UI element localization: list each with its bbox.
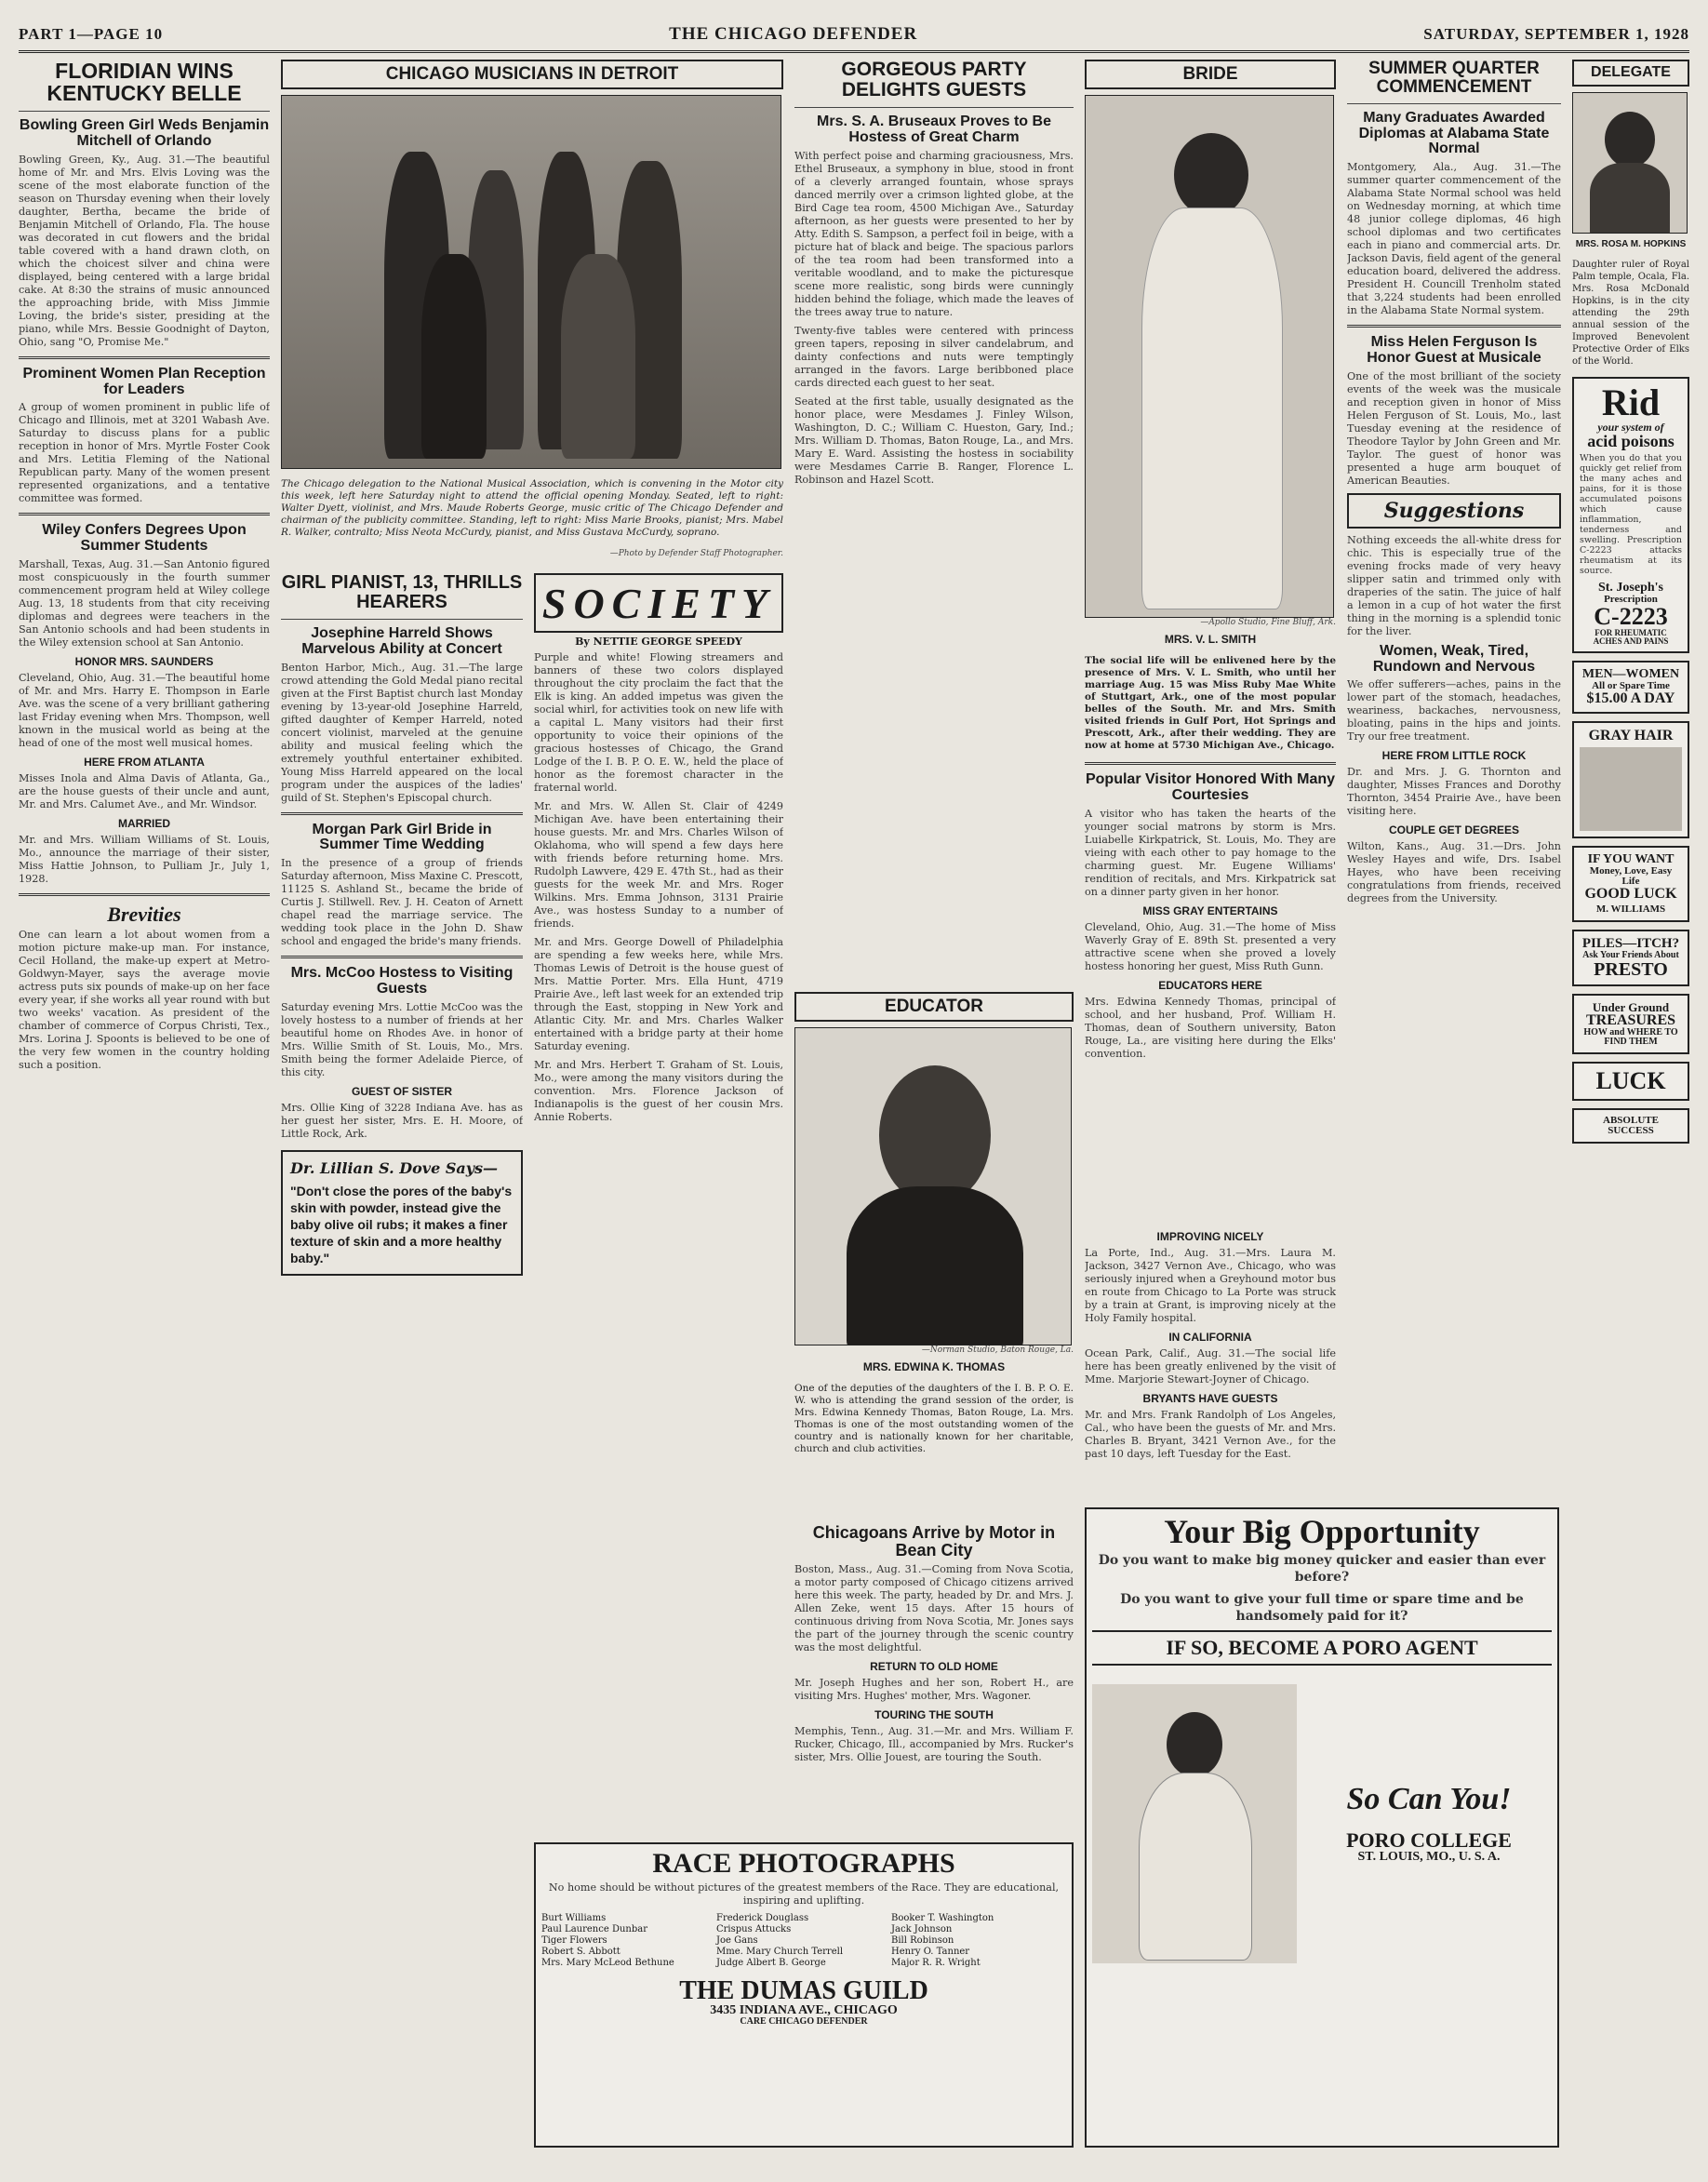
headline-musicians: CHICAGO MUSICIANS IN DETROIT — [281, 60, 783, 89]
subhead-guest-of-sister: GUEST OF SISTER — [351, 1084, 452, 1098]
ad-mw-sub: All or Spare Time — [1592, 679, 1670, 691]
race-names-list — [541, 1913, 1066, 1969]
headline-wiley: Wiley Confers Degrees Upon Summer Students — [42, 522, 247, 555]
article-gorgeous-p3: Seated at the first table, usually designated as the honor place, were Mesdames J. Finley Wilson, Washington, D. C.; William C. Hueston, Gary, Ind.; Mrs. William D. Thomas, Baton Rouge, La., and Mrs. Mary E. Ward. Assisting the hostess in sociability were Mesdames Carrie B. Ranger, Florence L. Robinson and Hazel Scott. — [794, 395, 1074, 486]
article-educators-here: Mrs. Edwina Kennedy Thomas, principal of school, and her husband, Prof. William H. Thomas, dean of Southern university, Baton Rouge, La., are visiting here during the Elks' convention. — [1085, 995, 1336, 1060]
race-name-item: Paul Laurence Dunbar — [541, 1924, 647, 1934]
educator-section — [794, 992, 1074, 1522]
society-p4: Mr. and Mrs. Herbert T. Graham of St. Louis, Mo., were among the many visitors during the convention. Mrs. Florence Jackson of Indianapolis is the guest of her cousin Mrs. Annie Roberts. — [534, 1059, 783, 1123]
ad-rid-text: When you do that you quickly get relief from the many aches and pains, for it is those accumulated poisons which cause inflammation, tenderness and swelling. Prescription C-2223 attacks rheumatism at its source. — [1580, 452, 1682, 576]
headline-ferguson: Miss Helen Ferguson Is Honor Guest at Musicale — [1367, 334, 1541, 367]
article-morgan-park: In the presence of a group of friends Saturday afternoon, Miss Maxine C. Prescott, 11125 S. Ashland St., became the bride of Curtis J. Stillwell. Rev. J. H. Ceaton of Arnett chapel read the marriage service. The wedding took place in the John D. Shaw school and engaged the bride's many friends. — [281, 857, 523, 948]
subhead-california: IN CALIFORNIA — [1168, 1331, 1252, 1344]
race-name-item: Crispus Attucks — [716, 1924, 792, 1934]
subhead-couple-degrees: COUPLE GET DEGREES — [1388, 823, 1520, 837]
ad-sj-prescription: Prescription — [1604, 593, 1658, 605]
ad-piles — [1572, 930, 1689, 986]
headline-prominent-women: Prominent Women Plan Reception for Leaders — [22, 365, 266, 397]
article-prominent-women: A group of women prominent in public life of Chicago and Illinois, met at 3201 Wabash Ave. Saturday to discuss plans for a public reception in honor of Mrs. Myrtle Foster Cook and Mrs. Letitia Fleming of the National Republican party. Many of the women present represented organizations, and a tentative committee was formed. — [19, 401, 270, 505]
ad-under-3: HOW and WHERE TO FIND THEM — [1583, 1026, 1678, 1047]
issue-date: SATURDAY, SEPTEMBER 1, 1928 — [1423, 25, 1689, 43]
column-6 — [1347, 60, 1561, 1381]
race-name-item: Bill Robinson — [891, 1935, 954, 1946]
society-byline: By NETTIE GEORGE SPEEDY — [575, 636, 742, 648]
article-ferguson: One of the most brilliant of the society events of the week was the musicale and reception given in honor of Miss Helen Ferguson of St. Louis, Mo., last Tuesday evening at the residence of Theodore Taylor by John Green and Mr. Taylor. The guest of honor was presented a huge arm bouquet of American Beauties. — [1347, 369, 1561, 487]
poro-so-can-you: So Can You! — [1346, 1782, 1512, 1816]
ad-piles-brand: PRESTO — [1594, 958, 1668, 980]
subhead-touring: TOURING THE SOUTH — [874, 1707, 994, 1721]
article-suggestions: Nothing exceeds the all-white dress for chic. This is especially true of the evening frocks made of very heavy slipper satin and trimmed only with draperies of the satin. The juice of half a lemon in a cup of hot water the first thing in the morning is a splendid tonic for the liver. — [1347, 533, 1561, 637]
subhead-atlanta: HERE FROM ATLANTA — [84, 756, 205, 770]
ad-under-2: TREASURES — [1585, 1011, 1676, 1028]
subhead-miss-gray: MISS GRAY ENTERTAINS — [1142, 904, 1278, 917]
headline-mccoo: Mrs. McCoo Hostess to Visiting Guests — [290, 965, 514, 997]
ad-piles-title: PILES—ITCH? — [1581, 935, 1680, 951]
society-p3: Mr. and Mrs. George Dowell of Philadelphia are spending a few weeks here, while Mrs. Thomas Lewis of Detroit is the house guest of Mrs. Mattie Porter. Mrs. Ella Hunt, 4719 Prairie Ave., left last week for an extended trip through the East, stopping in New York and Atlantic City. Mr. and Mrs. Charles Walker entertained with a bridge party at their home Saturday evening. — [534, 936, 783, 1052]
ad-men-women — [1572, 661, 1689, 714]
bride-photo — [1085, 95, 1334, 618]
headline-bride: BRIDE — [1085, 60, 1336, 89]
ad-sj-name: St. Joseph's — [1597, 580, 1664, 595]
subhead-saunders: HONOR MRS. SAUNDERS — [74, 655, 214, 669]
race-name-item: Jack Johnson — [891, 1924, 953, 1934]
newspaper-name: THE CHICAGO DEFENDER — [669, 24, 918, 44]
ad-gray-illustration — [1580, 747, 1682, 831]
article-popular-visitor: A visitor who has taken the hearts of the younger social matrons by storm is Mrs. Luiabelle Kirkpatrick, St. Louis, Mo. They are vieing with each other to pay homage to the charming guest. Mr. Eugene Williams' rendition of recitals, and Mrs. Kirkpatrick sat on a dinner party given in her honor. — [1085, 807, 1336, 898]
poro-title: Your Big Opportunity — [1164, 1513, 1480, 1550]
race-name-item: Joe Gans — [716, 1935, 758, 1946]
article-chicagoans: Boston, Mass., Aug. 31.—Coming from Nova Scotia, a motor party composed of Chicago citizens arrived here this week. The party, headed by Dr. and Mrs. J. Allen Zeke, went 15 days. After 15 hours of continuous driving from Nova Scotia, Mr. Jones says the part of the journey through the scenic country was the most delightful. — [794, 1562, 1074, 1653]
poro-q2: Do you want to give your full time or spare time and be handsomely paid for it? — [1120, 1592, 1524, 1624]
subhead-bryants: BRYANTS HAVE GUESTS — [1142, 1392, 1278, 1405]
race-address: 3435 INDIANA AVE., CHICAGO — [710, 2003, 898, 2017]
race-ad-box — [534, 1842, 1074, 2148]
caption-bride: The social life will be enlivened here by the presence of Mrs. V. L. Smith, who until her marriage Aug. 15 was Miss Ruby Mae White of Stuttgart, Ark., one of the most popular belles of the South. Mr. and Mrs. Smith visited friends in Gulf Port, Hot Springs and Prescott, Ark., after their wedding. They are now at home at 5730 Michigan Ave., Chicago. — [1085, 655, 1336, 752]
subhead-bowling-green: Bowling Green Girl Weds Benjamin Mitchell of Orlando — [19, 117, 270, 150]
credit-educator: —Norman Studio, Baton Rouge, La. — [921, 1345, 1074, 1355]
race-name-item: Burt Williams — [541, 1913, 607, 1923]
headline-floridian: FLORIDIAN WINS KENTUCKY BELLE — [47, 60, 242, 106]
headline-girl-pianist: GIRL PIANIST, 13, THRILLS HEARERS — [281, 573, 523, 612]
ad-iyw-name: M. WILLIAMS — [1595, 903, 1666, 915]
ad-good-luck — [1572, 846, 1689, 922]
race-name-item: Mme. Mary Church Terrell — [716, 1947, 844, 1957]
subhead-girl-pianist: Josephine Harreld Shows Marvelous Ability at Concert — [301, 625, 502, 657]
article-little-rock: Dr. and Mrs. J. G. Thornton and daughter, Misses Frances and Dorothy Thornton, 3454 Prairie Ave., have been visiting here. — [1347, 766, 1561, 818]
dove-box — [281, 1150, 523, 1276]
dove-title: Dr. Lillian S. Dove Says— — [290, 1158, 499, 1177]
race-name-item: Mrs. Mary McLeod Bethune — [541, 1958, 674, 1968]
ad-treasures — [1572, 994, 1689, 1054]
article-california: Ocean Park, Calif., Aug. 31.—The social life here has been greatly enlivened by the visit of Mme. Marjorie Stewart-Joyner of Chicago. — [1085, 1347, 1336, 1386]
educator-photo — [794, 1027, 1072, 1345]
name-educator: MRS. EDWINA K. THOMAS — [862, 1359, 1006, 1373]
race-name-item: Tiger Flowers — [541, 1935, 607, 1946]
article-bowling-green: Bowling Green, Ky., Aug. 31.—The beautiful home of Mr. and Mrs. Elvis Loving was the scene of the most elaborate function of the season on Thursday evening when their lovely daughter, Bertha, became the bride of Benjamin Mitchell of Orlando, Fla. The house was decorated in cut flowers and the bridal table covered with a hand drawn cloth, on which the choicest silver and china were displayed, being centered with a large bridal cake. At 8:30 the strains of music announced the approaching bride, with Miss Jimmie Loving, the bride's sister, presiding at the piano, while Mrs. Bessie Goodnight of Dayton, Ohio, sang "O, Promise Me." — [19, 153, 270, 348]
race-name-item: Booker T. Washington — [891, 1913, 994, 1923]
ad-women-headline: Women, Weak, Tired, Rundown and Nervous — [1372, 642, 1536, 675]
article-married: Mr. and Mrs. William Williams of St. Louis, Mo., announce the marriage of their sister, Miss Hattie Johnson, to Pulliam Jr., July 1, 1928. — [19, 834, 270, 886]
society-p2: Mr. and Mrs. W. Allen St. Clair of 4249 Michigan Ave. have been entertaining their house guests. Mr. and Mrs. Charles Wilson of Oklahoma, who will spend a few days here with friends before returning home. Mrs. Rudolph Lawvere, 429 E. 47th St., had as their guests for the week Mr. and Mrs. Roger Wilkins. Mrs. Emma Johnson, 3131 Prairie Ave., was hostess Sunday to a number of friends. — [534, 800, 783, 930]
society-banner: SOCIETY — [534, 573, 783, 633]
ad-mw-amount: $15.00 A DAY — [1586, 689, 1675, 706]
page-number: PART 1—PAGE 10 — [19, 25, 164, 43]
headline-delegate: DELEGATE — [1572, 60, 1689, 87]
subhead-married: MARRIED — [118, 817, 170, 831]
column-2 — [281, 573, 523, 2158]
society-p1: Purple and white! Flowing streamers and banners of these two colors displayed throughout the city proclaim the fact that the Elk is king. An added impetus was given the social whirl, for activities took on new life with a capital L. Many visitors had their first opportunity to voice their opinions of the gracious hostesses of Chicago, the Grand Lodge of the I. B. P. O. E. W., held the place of honor as the foremost character in the fraternal world. — [534, 651, 783, 794]
race-name-item: Henry O. Tanner — [891, 1947, 970, 1957]
ad-gray-hair — [1572, 721, 1689, 838]
headline-brevities: Brevities — [107, 903, 181, 927]
article-saunders: Cleveland, Ohio, Aug. 31.—The beautiful home of Mr. and Mrs. Harry E. Thompson in Earle Ave. was the scene of a very brilliant gathering last Friday evening when Mrs. Thompson, well known in the musical world as being at the head of one of the most well musical homes. — [19, 672, 270, 750]
article-touring: Memphis, Tenn., Aug. 31.—Mr. and Mrs. William F. Rucker, Chicago, Ill., accompanied by Mrs. Rucker's sister, Mrs. Ollie Jouest, are touring the South. — [794, 1724, 1074, 1763]
ad-rid-line2: your system of — [1597, 420, 1664, 434]
ad-rid-title: Rid — [1601, 381, 1661, 423]
article-gorgeous-p2: Twenty-five tables were centered with princess green tapers, reposing in silver candelabrum, and dainty confections and nuts were temptingly arranged in the favors. Large beribboned place cards directed each guest to her seat. — [794, 324, 1074, 389]
ad-rid-system — [1572, 377, 1689, 653]
article-gorgeous-p1: With perfect poise and charming graciousness, Mrs. Ethel Bruseaux, a symphony in blue, stood in front of a cleverly arranged fountain, whose sprays danced merrily over a crimson lighted globe, at the Bird Cage tea room, 4500 Michigan Ave., Saturday afternoon, as her guests were presented to her by Atty. Edith S. Sampson, a perfect foil in beige, with a picture hat of black and beige. The spacious parlors of the tea room had been transformed into a veritable woodland, and to make the picturesque scene more realistic, song birds were cunningly hidden behind the foliage, which made the leaves of the trees away true to nature. — [794, 149, 1074, 318]
ad-sj-tagline: FOR RHEUMATIC ACHES AND PAINS — [1593, 627, 1669, 646]
masthead — [19, 19, 1689, 53]
subhead-little-rock: HERE FROM LITTLE ROCK — [1381, 749, 1527, 763]
chicagoans-section — [794, 1524, 1074, 1831]
ad-iyw-sub: Money, Love, Easy Life — [1589, 864, 1673, 887]
subhead-educators-here: EDUCATORS HERE — [1158, 978, 1262, 992]
article-return-home: Mr. Joseph Hughes and her son, Robert H., are visiting Mrs. Hughes' mother, Mrs. Wagoner. — [794, 1676, 1074, 1702]
article-commencement: Montgomery, Ala., Aug. 31.—The summer quarter commencement of the Alabama State Normal school was held on Wednesday morning, at which time 48 junior college diplomas, 46 high school diplomas and two certificates each in piano and commercial arts. Dr. Jackson Davis, field agent of the general education board, delivered the address. President H. Councill Trenholm stated that 3,224 students had been enrolled in the Alabama State Normal system. — [1347, 161, 1561, 317]
name-delegate: MRS. ROSA M. HOPKINS — [1575, 238, 1687, 249]
poro-college: PORO COLLEGE — [1346, 1828, 1512, 1852]
race-title: RACE PHOTOGRAPHS — [652, 1848, 955, 1879]
subhead-return-home: RETURN TO OLD HOME — [870, 1659, 998, 1673]
article-wiley: Marshall, Texas, Aug. 31.—San Antonio figured most conspicuously in the fourth summer commencement program held at Wiley college Aug. 13, 18 students from that city receiving diplomas and degrees were teachers in the San Antonio schools and had been students in the Wiley extension school at San Antonio. — [19, 558, 270, 649]
poro-cta: IF SO, BECOME A PORO AGENT — [1092, 1630, 1552, 1666]
ad-absolute-success — [1572, 1108, 1689, 1144]
ad-gray-title: GRAY HAIR — [1588, 727, 1674, 743]
ad-under-1: Under Ground — [1592, 999, 1670, 1014]
ad-women-text: We offer sufferers—aches, pains in the lower part of the stomach, headaches, weariness, backaches, nervousness, bloating, pains in the hips and joints. Try our free treatment. — [1347, 678, 1561, 743]
headline-gorgeous-party: GORGEOUS PARTY DELIGHTS GUESTS — [841, 60, 1027, 101]
credit-musicians: —Photo by Defender Staff Photographer. — [609, 548, 783, 558]
article-mccoo: Saturday evening Mrs. Lottie McCoo was the lovely hostess to a number of friends at her beautiful home on Rhodes Ave. in honor of Mrs. Willie Smith of St. Louis, Mo., Mrs. Smith being the former Adelaide Pierce, of this city. — [281, 1000, 523, 1078]
race-name-item: Frederick Douglass — [716, 1913, 809, 1923]
caption-delegate: Daughter ruler of Royal Palm temple, Ocala, Fla. Mrs. Rosa McDonald Hopkins, is in the city attending the 29th annual session of the Improved Benevolent Protective Order of Elks of the World. — [1572, 259, 1689, 367]
ad-iyw-luck: GOOD LUCK — [1584, 885, 1677, 902]
poro-ad-box — [1085, 1507, 1559, 2148]
headline-suggestions: Suggestions — [1347, 493, 1561, 529]
article-atlanta: Misses Inola and Alma Davis of Atlanta, Ga., are the house guests of their uncle and aunt, Mr. and Mrs. Calumet Ave., and Mr. Windsor. — [19, 772, 270, 811]
article-miss-gray: Cleveland, Ohio, Aug. 31.—The home of Miss Waverly Gray of E. 89th St. presented a very attractive scene when she proved a lovely hostess honoring her guest, Miss Ruth Gunn. — [1085, 920, 1336, 972]
subhead-commencement: Many Graduates Awarded Diplomas at Alabama State Normal — [1358, 109, 1550, 157]
ad-mw-title: MEN—WOMEN — [1581, 666, 1680, 681]
ad-luck-title: LUCK — [1595, 1066, 1666, 1094]
ad-luck — [1572, 1062, 1689, 1101]
race-name-item: Robert S. Abbott — [541, 1947, 620, 1957]
poro-location: ST. LOUIS, MO., U. S. A. — [1357, 1850, 1501, 1864]
newspaper-page — [19, 19, 1689, 2163]
column-1 — [19, 60, 270, 2158]
delegate-photo — [1572, 92, 1688, 234]
ad-sj-code: C-2223 — [1594, 602, 1668, 630]
musicians-section — [281, 60, 783, 562]
poro-q1: Do you want to make big money quicker and easier than ever before? — [1098, 1553, 1546, 1585]
article-couple-degrees: Wilton, Kans., Aug. 31.—Drs. John Wesley Hayes and wife, Drs. Isabel Hayes, who have been receiving congratulations from friends, received degrees from the University. — [1347, 840, 1561, 905]
article-guest-of-sister: Mrs. Ollie King of 3228 Indiana Ave. has as her guest her sister, Mrs. E. H. Moore, of Little Rock, Ark. — [281, 1101, 523, 1140]
headline-morgan-park: Morgan Park Girl Bride in Summer Time Wedding — [312, 821, 492, 853]
ad-abs-title: ABSOLUTE SUCCESS — [1603, 1114, 1659, 1136]
article-girl-pianist: Benton Harbor, Mich., Aug. 31.—The large crowd attending the Gold Medal piano recital given at the First Baptist church last Monday evening by 13-year-old Josephine Harreld, gifted daughter of Kemper Harreld, noted concert violinist, marveled at the genuine ability and musical feeling which the extremely youthful entertainer exhibited. Young Miss Harreld appeared on the local program under the auspices of the ladies' guild of St. Stephen's Episcopal church. — [281, 661, 523, 804]
column-7 — [1572, 60, 1689, 2158]
ad-race-photographs — [534, 1842, 1074, 2149]
race-name-item: Major R. R. Wright — [891, 1958, 981, 1968]
race-name-item: Judge Albert B. George — [716, 1958, 826, 1968]
article-brevities: One can learn a lot about women from a motion picture make-up man. For instance, Cecil Holland, the make-up expert at Metro-Goldwyn-Mayer, says the average movie actress puts six pounds of make-up on her face every year, if she works all year round with but two weeks' vacation. As president of the chamber of commerce of Corpus Christi, Tex., Mrs. Lorina J. Spoonts is believed to be one of the very few women in the country holding such a position. — [19, 929, 270, 1072]
subhead-improving: IMPROVING NICELY — [1156, 1230, 1264, 1243]
ad-rid-line3: acid poisons — [1587, 431, 1675, 450]
dove-quote: "Don't close the pores of the baby's skin with powder, instead give the baby olive oil rubs; it makes a finer texture of skin and a more healthy baby." — [290, 1183, 513, 1265]
headline-chicagoans: Chicagoans Arrive by Motor in Bean City — [812, 1524, 1056, 1560]
ad-poro-opportunity — [1085, 1507, 1559, 2149]
ad-iyw-title: IF YOU WANT — [1587, 851, 1675, 866]
headline-educator: EDUCATOR — [794, 992, 1074, 1022]
poro-illustration — [1092, 1684, 1297, 1963]
article-improving: La Porte, Ind., Aug. 31.—Mrs. Laura M. Jackson, 3427 Vernon Ave., Chicago, who was seriously injured when a Greyhound motor bus en route from Chicago to La Porte was struck by a train at Grant, is improving nicely at the Holy Family hospital. — [1085, 1247, 1336, 1324]
credit-bride: —Apollo Studio, Fine Bluff, Ark. — [1200, 617, 1336, 627]
col4-top — [794, 60, 1074, 990]
subhead-gorgeous-party: Mrs. S. A. Bruseaux Proves to Be Hostess of Great Charm — [817, 114, 1051, 145]
race-guild: THE DUMAS GUILD — [679, 1976, 928, 2005]
caption-educator: One of the deputies of the daughters of the I. B. P. O. E. W. who is attending the grand session of the order, is Mrs. Edwina Kennedy Thomas, Baton Rouge, La. Mrs. Thomas is one of the most outstanding women of the country and is nationally known for her charitable, church and club activities. — [794, 1383, 1074, 1455]
race-care: CARE CHICAGO DEFENDER — [740, 2016, 868, 2027]
article-bryants: Mr. and Mrs. Frank Randolph of Los Angeles, Cal., who have been the guests of Mr. and Mrs. Charles B. Bryant, 3421 Vernon Ave., for the past 10 days, left Tuesday for the East. — [1085, 1409, 1336, 1460]
column-5 — [1085, 60, 1336, 1223]
column-4-lower — [1085, 1225, 1336, 1504]
caption-musicians: The Chicago delegation to the National Musical Association, which is convening in the Motor city this week, left here Saturday night to attend the official opening Monday. Seated, left to right: Walter Dyett, violinist, and Mrs. Maude Roberts George, music critic of The Chicago Defender and chairman of the publicity committee. Standing, left to right: Miss Marie Brooks, pianist; Mrs. Mabel R. Walker, contralto; Miss Neota McCurdy, pianist, and Miss Gustava McCurdy, soprano. — [281, 478, 783, 539]
name-bride: MRS. V. L. SMITH — [1164, 632, 1257, 646]
race-text: No home should be without pictures of the greatest members of the Race. They are educational, inspiring and uplifting. — [548, 1881, 1060, 1907]
ad-piles-sub: Ask Your Friends About — [1582, 949, 1679, 960]
musicians-photo — [281, 95, 781, 469]
headline-popular-visitor: Popular Visitor Honored With Many Courtesies — [1085, 770, 1336, 803]
headline-commencement: SUMMER QUARTER COMMENCEMENT — [1368, 60, 1540, 97]
